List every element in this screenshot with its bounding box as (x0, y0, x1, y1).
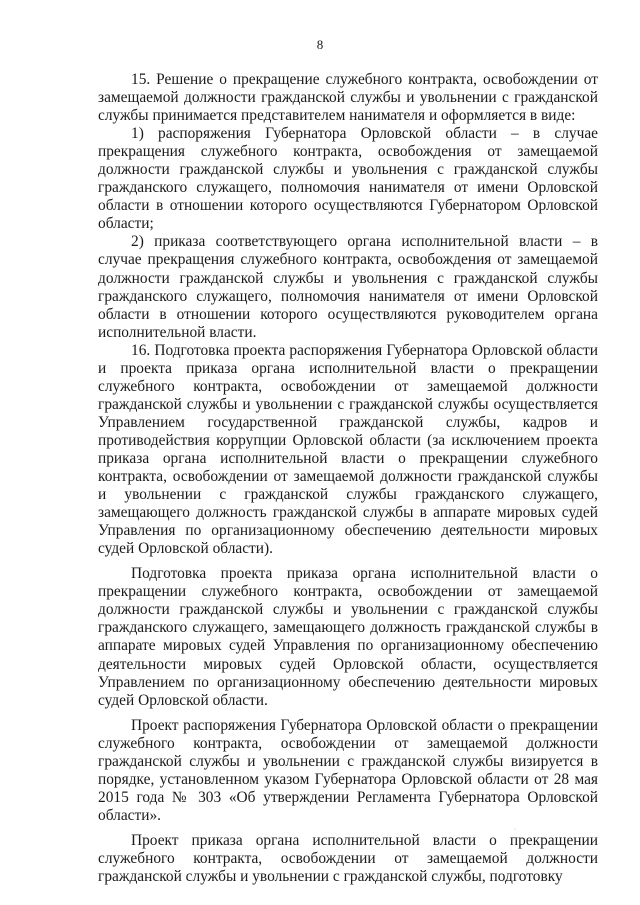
paragraph-15-item-1: 1) распоряжения Губернатора Орловской области – в случае прекращения служебного контракта, освобождения от замещаемой должности гражданской службы и увольнения с гражданской службы гражданского служащего, полномочия нанимателя от имени Орловской области в отношении которого осуществляются Губернатором Орловской области; (98, 125, 598, 233)
paragraph-15: 15. Решение о прекращение служебного контракта, освобождении от замещаемой должности гражданской службы и увольнении с гражданской службы принимается представителем нанимателя и оформляется в виде: (98, 71, 598, 125)
paragraph-16-part-2: Подготовка проекта приказа органа исполнительной власти о прекращении служебного контракта, освобождении от замещаемой должности гражданской службы и увольнении с гражданской службы гражданского служащего, замещающего должность гражданской службы в аппарате мировых судей Управления по организационному обеспечению деятельности мировых судей Орловской области, осуществляется Управлением по организационному обеспечению деятельности мировых судей Орловской области. (98, 565, 598, 709)
paragraph-15-item-2: 2) приказа соответствующего органа исполнительной власти – в случае прекращения служебного контракта, освобождения от замещаемой должности гражданской службы и увольнения с гражданской службы гражданского служащего, полномочия нанимателя от имени Орловской области в отношении которого осуществляются руководителем органа исполнительной власти. (98, 233, 598, 341)
page-number: 8 (316, 37, 324, 52)
paragraph-16-part-4: Проект приказа органа исполнительной власти о прекращении служебного контракта, освобождении от замещаемой должности гражданской службы и увольнении с гражданской службы, подготовку (98, 831, 598, 886)
paragraph-16-part-3: Проект распоряжения Губернатора Орловской области о прекращении служебного контракта, освобождении от замещаемой должности гражданской службы и увольнении с гражданской службы визируется в порядке, установленном указом Губернатора Орловской области от 28 мая 2015 года № 303 «Об утверждении Регламента Губернатора Орловской области». (98, 716, 598, 824)
document-body (98, 71, 598, 886)
paragraph-16: 16. Подготовка проекта распоряжения Губернатора Орловской области и проекта приказа органа исполнительной власти о прекращении служебного контракта, освобождении от замещаемой должности гражданской службы и увольнении с гражданской службы осуществляется Управлением государственной гражданской службы, кадров и противодействия коррупции Орловской области (за исключением проекта приказа органа исполнительной власти о прекращении служебного контракта, освобождении от замещаемой должности гражданской службы и увольнении с гражданской службы гражданского служащего, замещающего должность гражданской службы в аппарате мировых судей Управления по организационному обеспечению деятельности мировых судей Орловской области). (98, 341, 598, 558)
scan-speck: · (514, 827, 516, 833)
